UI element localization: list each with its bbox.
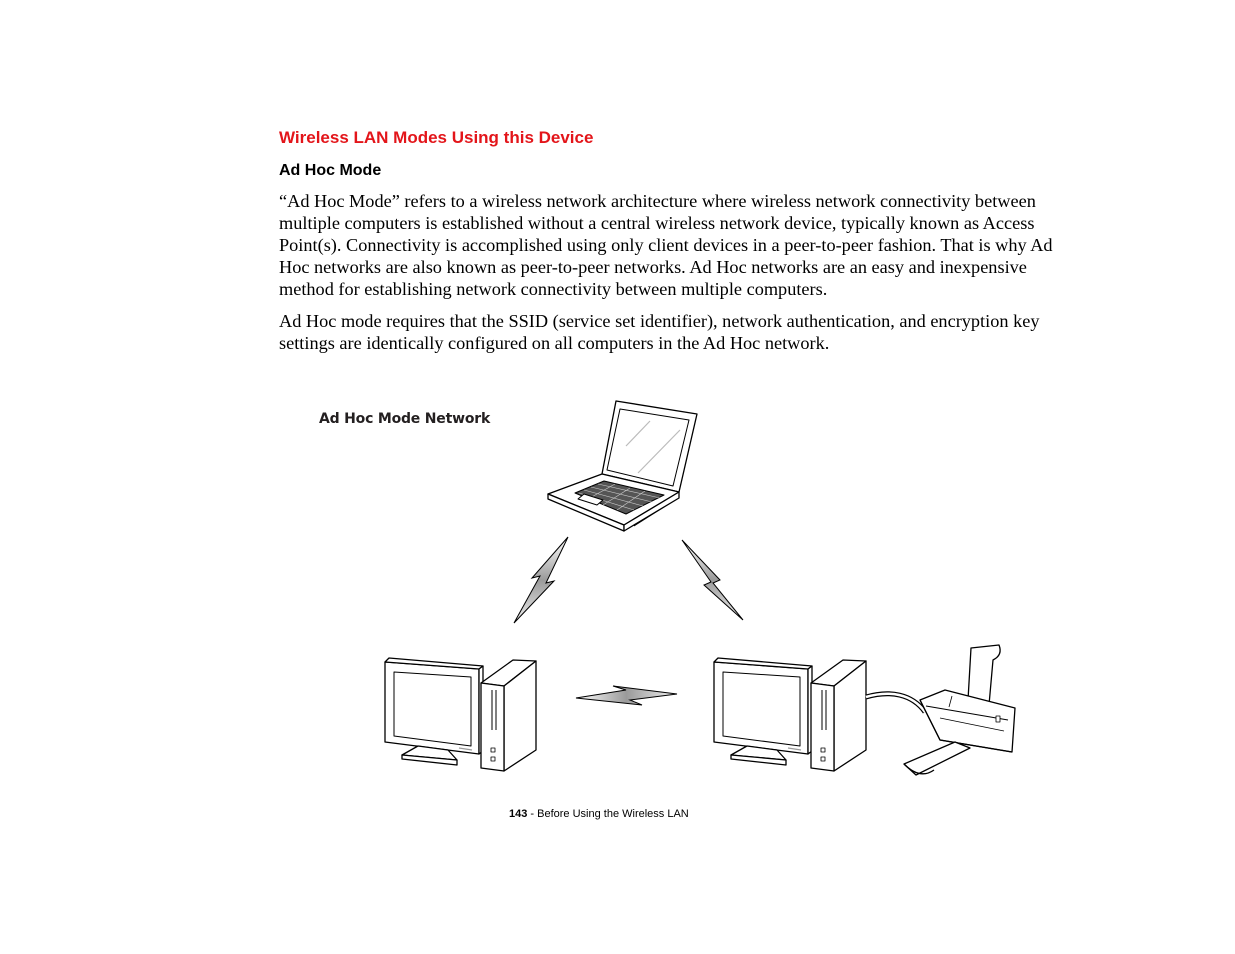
paragraph-ad-hoc-definition: “Ad Hoc Mode” refers to a wireless network architecture where wireless network connectivity between multiple computers is established without a central wireless network device, typically known as Access Point(s). Connectivity is accomplished using only client devices in a peer-to-peer fashion. That is why Ad Hoc networks are also known as peer-to-peer networks. Ad Hoc networks are an easy and inexpensive method for establishing network connectivity between multiple computers. <box>279 191 1053 299</box>
wireless-lightning-icon <box>514 537 568 623</box>
page-number: 143 <box>509 808 528 820</box>
desktop-computer-icon <box>714 658 866 771</box>
paragraph-ad-hoc-requirements: Ad Hoc mode requires that the SSID (service set identifier), network authentication, and encryption key settings are identically configured on all computers in the Ad Hoc network. <box>279 311 1040 353</box>
wireless-lightning-icon <box>576 686 677 705</box>
page-footer <box>509 806 689 822</box>
subsection-title: Ad Hoc Mode <box>279 162 382 179</box>
desktop-computer-icon <box>385 658 536 771</box>
laptop-icon <box>548 401 697 531</box>
footer-text: - Before Using the Wireless LAN <box>527 808 689 820</box>
wireless-lightning-icon <box>682 540 743 620</box>
section-title: Wireless LAN Modes Using this Device <box>279 128 594 147</box>
figure-caption: Ad Hoc Mode Network <box>319 411 491 427</box>
